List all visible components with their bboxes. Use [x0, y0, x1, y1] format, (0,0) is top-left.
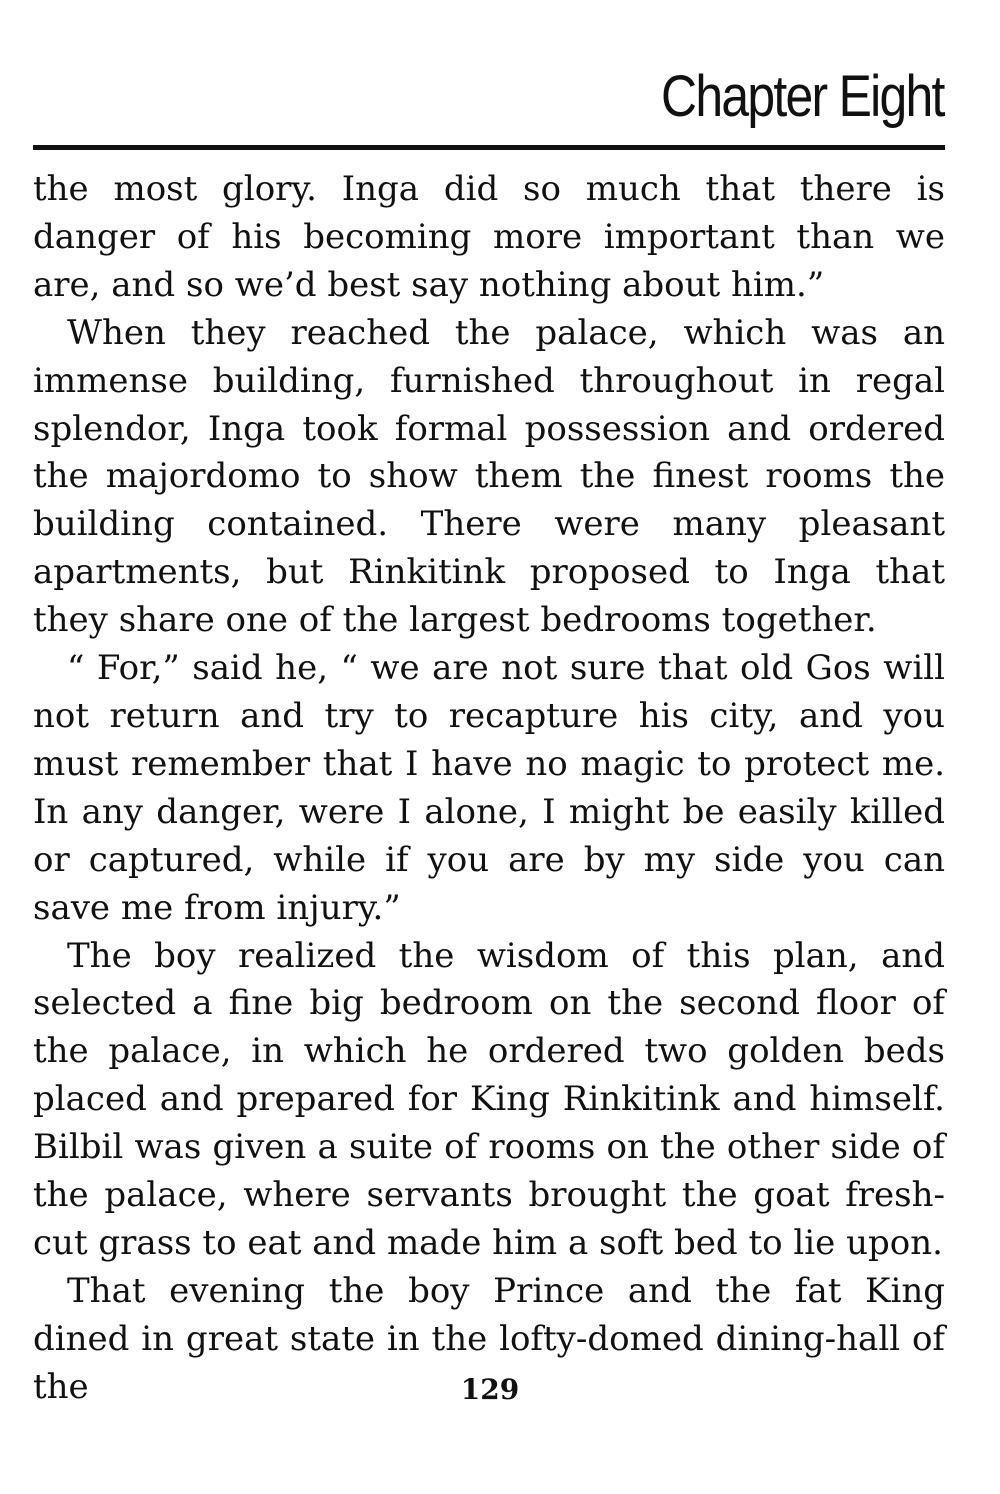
paragraph-continuation: the most glory. Inga did so much that there is danger of his becoming more important than we are, and so we’d best say nothing about him.”	[33, 169, 945, 305]
paragraph-rinkitink-speech: “ For,” said he, “ we are not sure that old Gos will not return and try to recapture his city, and you must remember that I have no magic to protect me. In any danger, were I alone, I might be easily killed or captured, while if you are by my side you can save me from injury.”	[33, 648, 945, 928]
body-text	[33, 166, 945, 1412]
paragraph-evening-dinner: That evening the boy Prince and the fat King dined in great state in the lofty-domed dining-hall of the	[33, 1270, 945, 1407]
paragraph-bedroom-selection: The boy realized the wisdom of this plan, and selected a fine big bedroom on the second floor of the palace, in which he ordered two golden beds placed and prepared for King Rinkitink and himself. Bilbil was given a suite of rooms on the other side of the palace, where servants brought the goat fresh-cut grass to eat and made him a soft bed to lie upon.	[33, 935, 945, 1263]
page-number: 129	[460, 1373, 520, 1406]
chapter-title: Chapter Eight	[661, 64, 944, 129]
header-rule	[33, 145, 945, 150]
paragraph-palace-arrival: When they reached the palace, which was an immense building, furnished throughout in regal splendor, Inga took formal possession and ordered the majordomo to show them the finest rooms the building contained. There were many pleasant apartments, but Rinkitink proposed to Inga that they share one of the largest bedrooms together.	[33, 312, 945, 641]
